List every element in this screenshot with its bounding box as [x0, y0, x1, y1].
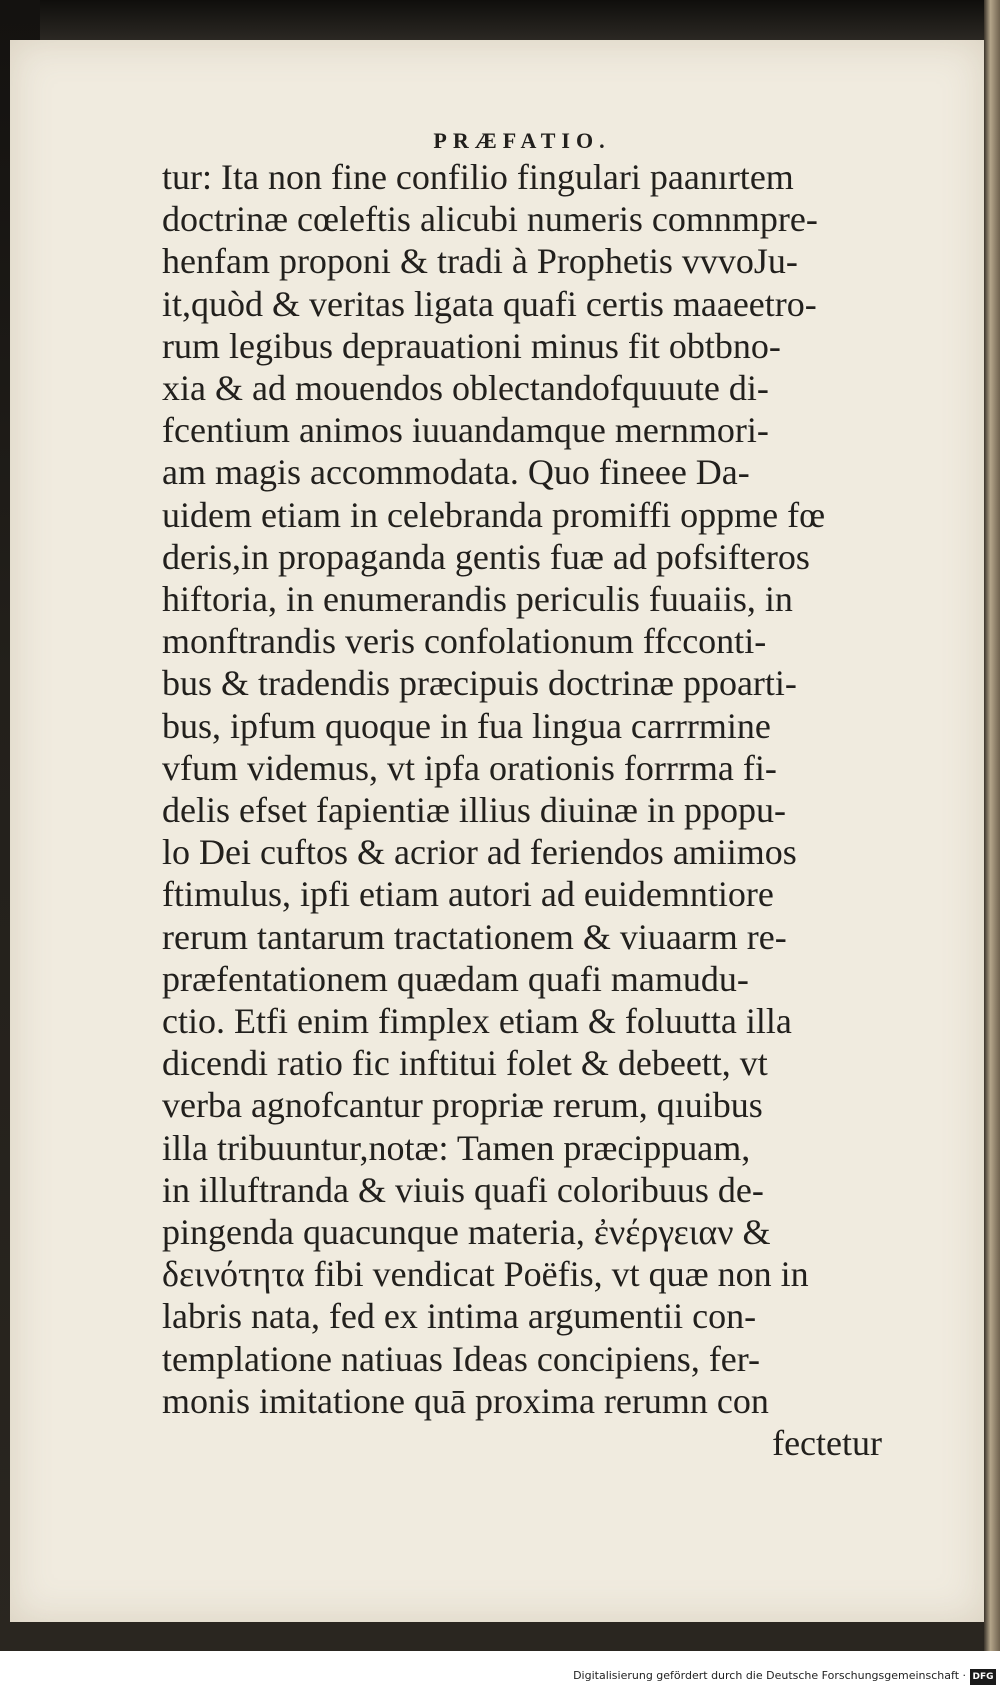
text-line: præfentationem quædam quafi mamudu- [162, 958, 749, 999]
text-line: hiftoria, in enumerandis periculis fuuaiis, in [162, 579, 793, 620]
text-line: rerum tantarum tractationem & viuaarm re- [162, 916, 787, 957]
running-head: PRÆFATIO. [433, 128, 611, 153]
text-line: illa tribuuntur,notæ: Tamen præcippuam, [162, 1127, 751, 1168]
text-line: monftrandis veris confolationum ffcconti- [162, 621, 767, 662]
text-line: fectetur [772, 1423, 882, 1464]
text-line: labris nata, fed ex intima argumentii con- [162, 1296, 757, 1337]
text-line: ftimulus, ipfi etiam autori ad euidemntiore [162, 874, 774, 915]
book-right-edge [984, 0, 1000, 1691]
text-line: rum legibus deprauationi minus fit obtbno- [162, 325, 781, 366]
text-lines [162, 156, 962, 1464]
text-line: uidem etiam in celebranda promiffi oppme fœ [162, 494, 826, 535]
text-line: vfum videmus, vt ipfa orationis forrrma fi- [162, 747, 777, 788]
text-line: doctrinæ cœleftis alicubi numeris comnmpre- [162, 199, 818, 240]
book-top-edge [40, 0, 1000, 40]
text-line: bus, ipfum quoque in fua lingua carrrmine [162, 705, 771, 746]
text-line: monis imitatione quā proxima rerumn con [162, 1380, 769, 1421]
text-line: am magis accommodata. Quo fineee Da- [162, 452, 750, 493]
text-line: it,quòd & veritas ligata quafi certis maaeetro- [162, 283, 817, 324]
footer-bar [0, 1651, 1000, 1691]
text-line: tur: Ita non fine confilio fingulari paanırtem [162, 157, 794, 197]
text-line: ctio. Etfi enim fimplex etiam & foluutta illa [162, 1001, 792, 1042]
funding-credit: Digitalisierung gefördert durch die Deutsche Forschungsgemeinschaft · [573, 1669, 966, 1682]
text-line: fcentium animos iuuandamque mernmori- [162, 410, 769, 451]
text-line: verba agnofcantur propriæ rerum, qıuibus [162, 1085, 763, 1126]
text-line: in illuftranda & viuis quafi coloribuus de- [162, 1169, 764, 1210]
text-line: δεινότητα fibi vendicat Poëfis, vt quæ non in [162, 1254, 809, 1295]
text-line: deris,in propaganda gentis fuæ ad pofsifteros [162, 536, 810, 577]
text-line: delis efset fapientiæ illius diuinæ in ppopu- [162, 790, 786, 831]
text-line: xia & ad mouendos oblectandofquuute di- [162, 368, 769, 409]
page-text-block [162, 128, 962, 1464]
text-line: templatione natiuas Ideas concipiens, fer- [162, 1338, 761, 1379]
text-line: henfam proponi & tradi à Prophetis vvvoJu- [162, 241, 798, 282]
text-line: bus & tradendis præcipuis doctrinæ ppoarti- [162, 663, 797, 704]
dfg-logo: DFG [970, 1669, 996, 1685]
text-line: dicendi ratio fic inftitui folet & debeett, vt [162, 1043, 768, 1084]
text-line: pingenda quacunque materia, ἐνέργειαν & [162, 1212, 771, 1253]
text-line: lo Dei cuftos & acrior ad feriendos amiimos [162, 832, 797, 873]
